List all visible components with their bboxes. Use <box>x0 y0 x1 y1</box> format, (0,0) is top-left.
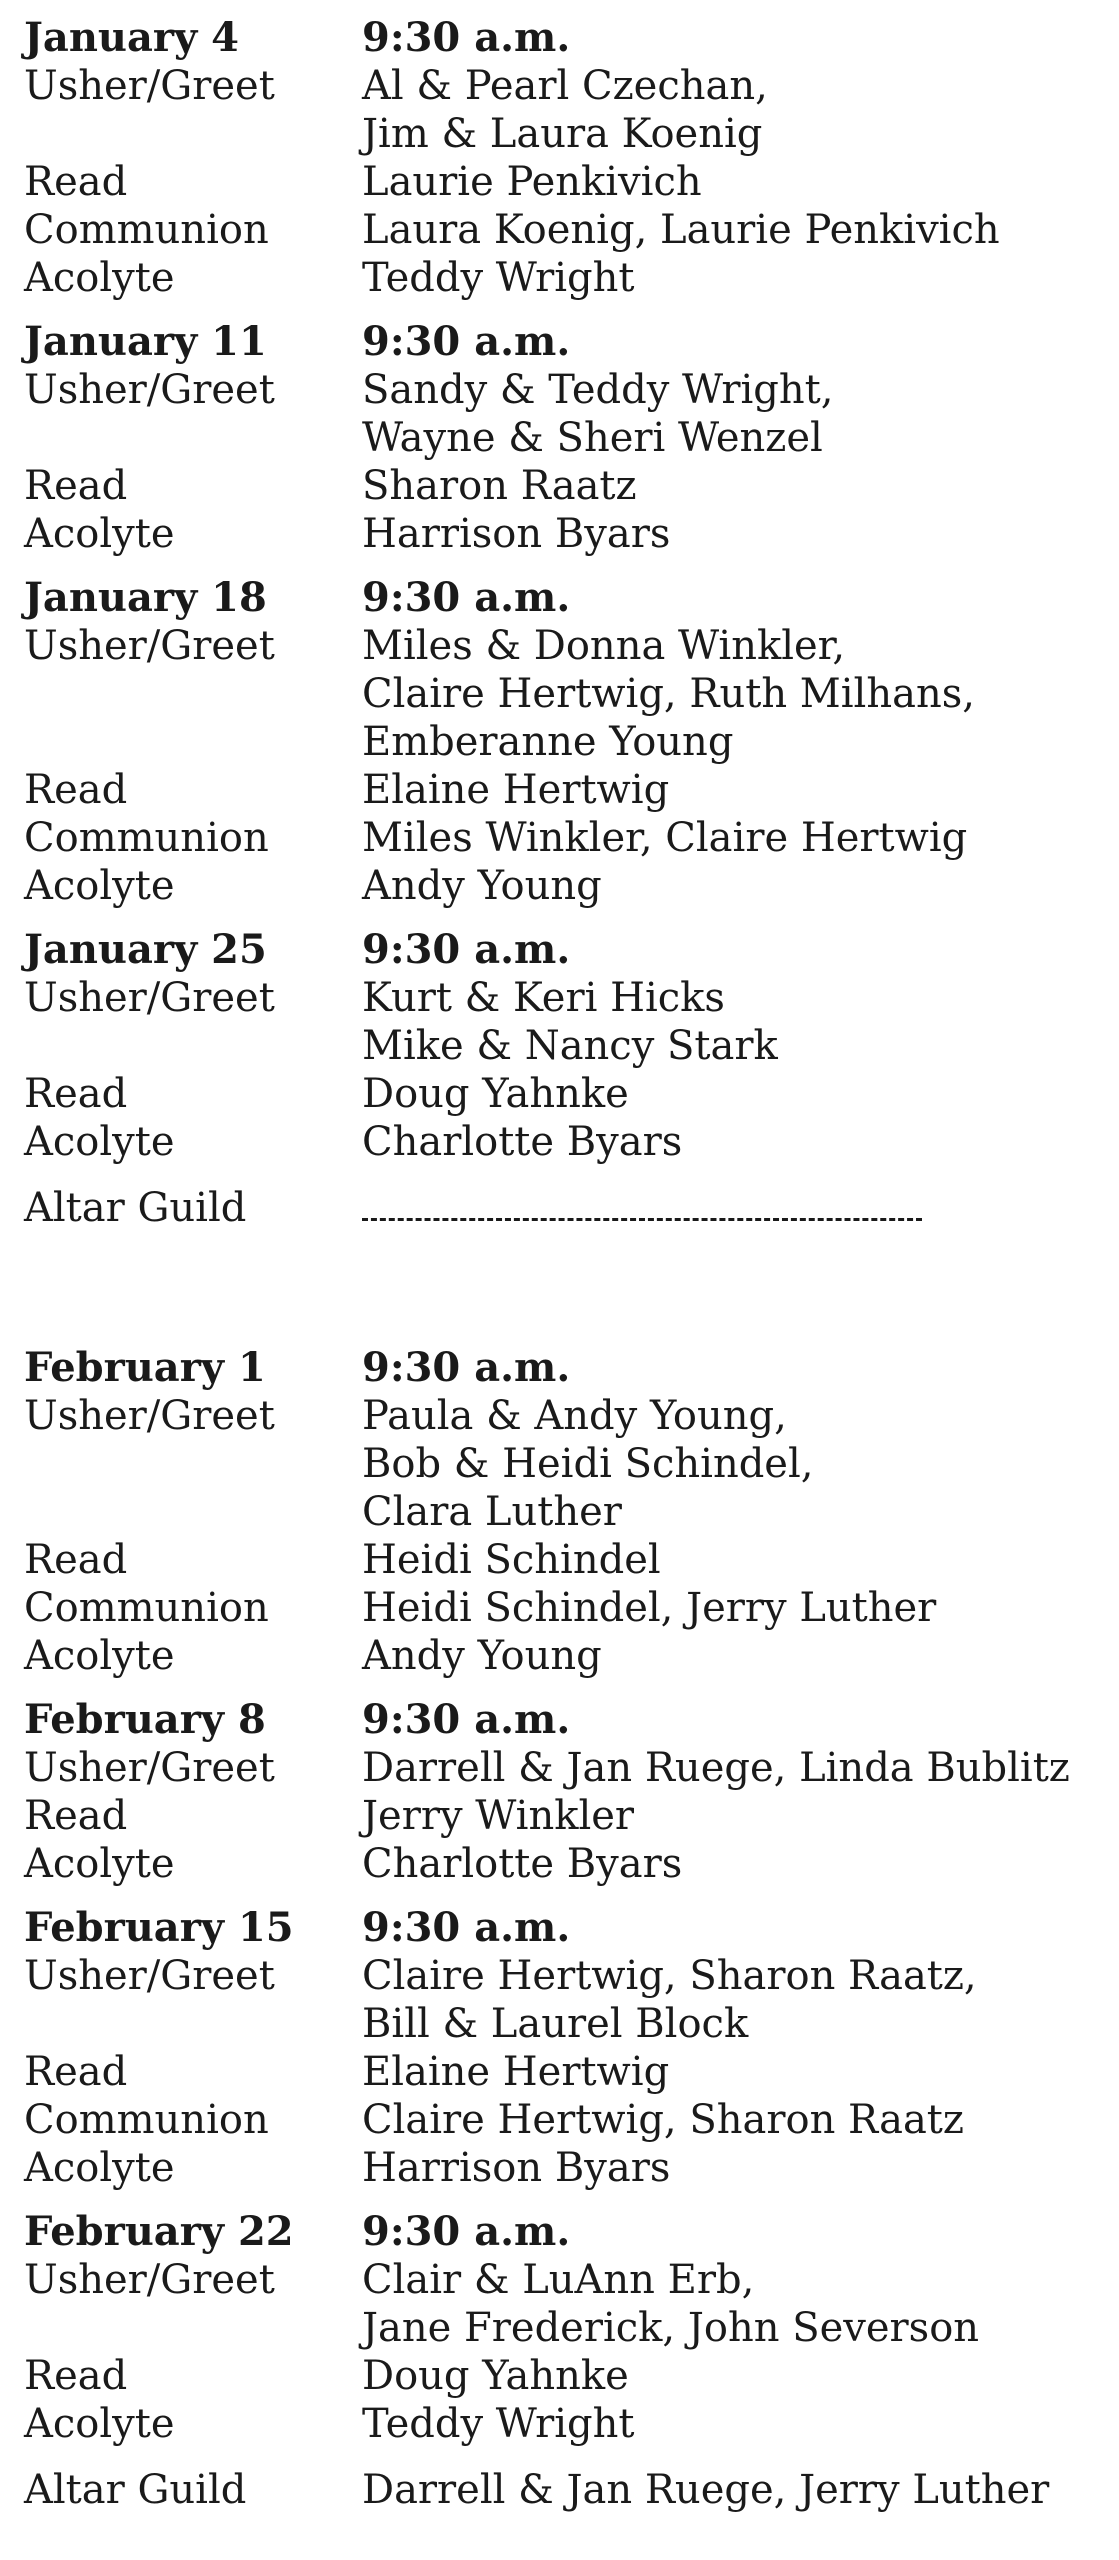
name-line: Charlotte Byars <box>362 1841 683 1887</box>
role-names <box>362 974 778 1070</box>
role-label: Read <box>24 159 128 205</box>
service-date: February 1 <box>24 1344 266 1391</box>
role-names <box>362 1632 602 1680</box>
role-row <box>24 622 1119 766</box>
role-names <box>362 1584 936 1632</box>
role-label: Read <box>24 463 128 509</box>
role-label: Read <box>24 1537 128 1583</box>
role-row <box>24 62 1119 158</box>
name-line: Heidi Schindel <box>362 1537 661 1583</box>
role-row <box>24 462 1119 510</box>
role-label: Acolyte <box>24 2401 175 2447</box>
role-row <box>24 2048 1119 2096</box>
role-label: Usher/Greet <box>24 63 275 109</box>
role-label: Usher/Greet <box>24 975 275 1021</box>
name-line: Jane Frederick, John Severson <box>362 2305 980 2351</box>
name-line: Claire Hertwig, Sharon Raatz, <box>362 1953 977 1999</box>
name-line: Doug Yahnke <box>362 1071 629 1117</box>
altar-guild-blank <box>362 1184 922 1232</box>
service-header <box>24 574 1119 622</box>
service-header <box>24 1696 1119 1744</box>
name-line: Teddy Wright <box>362 255 635 301</box>
name-line: Charlotte Byars <box>362 1119 683 1165</box>
role-names <box>362 1536 661 1584</box>
role-names <box>362 1840 682 1888</box>
role-row <box>24 1584 1119 1632</box>
role-label: Read <box>24 2049 128 2095</box>
role-row <box>24 1744 1119 1792</box>
blank-fill-line <box>362 1188 922 1221</box>
name-line: Andy Young <box>362 1633 602 1679</box>
service-date: January 25 <box>24 926 267 973</box>
role-label: Acolyte <box>24 863 175 909</box>
name-line: Sandy & Teddy Wright, <box>362 367 834 413</box>
service-time: 9:30 a.m. <box>362 926 571 973</box>
role-names <box>362 510 670 558</box>
role-label: Acolyte <box>24 1119 175 1165</box>
role-names <box>362 2144 670 2192</box>
service-block <box>24 318 1119 558</box>
service-header <box>24 14 1119 62</box>
name-line: Clair & LuAnn Erb, <box>362 2257 755 2303</box>
role-names <box>362 1744 1070 1792</box>
altar-guild-label: Altar Guild <box>24 2467 247 2513</box>
service-time: 9:30 a.m. <box>362 318 571 365</box>
role-row <box>24 862 1119 910</box>
role-row <box>24 974 1119 1070</box>
role-names <box>362 1070 629 1118</box>
name-line: Teddy Wright <box>362 2401 635 2447</box>
service-date: February 22 <box>24 2208 294 2255</box>
role-label: Acolyte <box>24 511 175 557</box>
role-row <box>24 1792 1119 1840</box>
service-date: February 8 <box>24 1696 266 1743</box>
role-row <box>24 1070 1119 1118</box>
service-block <box>24 1344 1119 1680</box>
service-time: 9:30 a.m. <box>362 574 571 621</box>
name-line: Sharon Raatz <box>362 463 637 509</box>
role-label: Communion <box>24 1585 269 1631</box>
role-names <box>362 1118 682 1166</box>
role-label: Read <box>24 767 128 813</box>
role-row <box>24 254 1119 302</box>
altar-guild-row <box>24 1184 1119 1232</box>
month-section-january <box>24 14 1119 1232</box>
altar-guild-names: Darrell & Jan Ruege, Jerry Luther <box>362 2467 1050 2513</box>
role-row <box>24 1392 1119 1536</box>
role-label: Acolyte <box>24 2145 175 2191</box>
name-line: Emberanne Young <box>362 719 734 765</box>
role-names <box>362 62 768 158</box>
service-block <box>24 574 1119 910</box>
name-line: Jim & Laura Koenig <box>362 111 763 157</box>
name-line: Laurie Penkivich <box>362 159 702 205</box>
role-row <box>24 2400 1119 2448</box>
service-header <box>24 1344 1119 1392</box>
role-label: Usher/Greet <box>24 2257 275 2303</box>
role-label: Usher/Greet <box>24 367 275 413</box>
name-line: Al & Pearl Czechan, <box>362 63 768 109</box>
role-label: Communion <box>24 2097 269 2143</box>
role-row <box>24 1952 1119 2048</box>
name-line: Elaine Hertwig <box>362 767 670 813</box>
service-date: January 18 <box>24 574 267 621</box>
role-label: Communion <box>24 207 269 253</box>
role-label: Usher/Greet <box>24 1745 275 1791</box>
name-line: Paula & Andy Young, <box>362 1393 787 1439</box>
role-row <box>24 2256 1119 2352</box>
service-header <box>24 926 1119 974</box>
role-row <box>24 158 1119 206</box>
role-label: Communion <box>24 815 269 861</box>
name-line: Harrison Byars <box>362 2145 671 2191</box>
name-line: Claire Hertwig, Ruth Milhans, <box>362 671 975 717</box>
role-names <box>362 254 634 302</box>
name-line: Miles Winkler, Claire Hertwig <box>362 815 968 861</box>
role-row <box>24 766 1119 814</box>
role-names <box>362 2400 634 2448</box>
role-label: Acolyte <box>24 1633 175 1679</box>
role-label: Usher/Greet <box>24 1953 275 1999</box>
role-names <box>362 2256 979 2352</box>
role-names <box>362 766 669 814</box>
role-label: Acolyte <box>24 1841 175 1887</box>
role-names <box>362 158 702 206</box>
altar-guild-label: Altar Guild <box>24 1185 247 1231</box>
service-block <box>24 14 1119 302</box>
name-line: Kurt & Keri Hicks <box>362 975 725 1021</box>
service-time: 9:30 a.m. <box>362 1344 571 1391</box>
name-line: Mike & Nancy Stark <box>362 1023 778 1069</box>
service-block <box>24 2208 1119 2448</box>
name-line: Harrison Byars <box>362 511 671 557</box>
service-date: February 15 <box>24 1904 294 1951</box>
role-row <box>24 1632 1119 1680</box>
role-row <box>24 2144 1119 2192</box>
role-names <box>362 2048 669 2096</box>
role-names <box>362 622 975 766</box>
service-block <box>24 1696 1119 1888</box>
role-label: Read <box>24 2353 128 2399</box>
service-block <box>24 926 1119 1166</box>
role-names <box>362 462 637 510</box>
name-line: Claire Hertwig, Sharon Raatz <box>362 2097 964 2143</box>
role-names <box>362 814 967 862</box>
name-line: Heidi Schindel, Jerry Luther <box>362 1585 937 1631</box>
role-names <box>362 862 602 910</box>
name-line: Bill & Laurel Block <box>362 2001 749 2047</box>
service-time: 9:30 a.m. <box>362 1904 571 1951</box>
name-line: Doug Yahnke <box>362 2353 629 2399</box>
role-names <box>362 1392 813 1536</box>
name-line: Elaine Hertwig <box>362 2049 670 2095</box>
role-row <box>24 366 1119 462</box>
service-header <box>24 2208 1119 2256</box>
role-names <box>362 366 833 462</box>
role-label: Usher/Greet <box>24 623 275 669</box>
role-label: Read <box>24 1793 128 1839</box>
name-line: Jerry Winkler <box>362 1793 635 1839</box>
role-row <box>24 814 1119 862</box>
role-row <box>24 2096 1119 2144</box>
role-row <box>24 1118 1119 1166</box>
service-time: 9:30 a.m. <box>362 14 571 61</box>
month-section-february <box>24 1344 1119 2514</box>
altar-guild-row <box>24 2466 1119 2514</box>
role-label: Read <box>24 1071 128 1117</box>
service-date: January 4 <box>24 14 239 61</box>
role-row <box>24 206 1119 254</box>
role-names <box>362 206 1000 254</box>
role-row <box>24 2352 1119 2400</box>
service-block <box>24 1904 1119 2192</box>
service-time: 9:30 a.m. <box>362 1696 571 1743</box>
name-line: Miles & Donna Winkler, <box>362 623 846 669</box>
role-names <box>362 2352 629 2400</box>
service-header <box>24 318 1119 366</box>
name-line: Darrell & Jan Ruege, Linda Bublitz <box>362 1745 1070 1791</box>
role-row <box>24 1536 1119 1584</box>
role-row <box>24 1840 1119 1888</box>
role-names <box>362 1952 977 2048</box>
name-line: Laura Koenig, Laurie Penkivich <box>362 207 1000 253</box>
role-label: Acolyte <box>24 255 175 301</box>
name-line: Wayne & Sheri Wenzel <box>362 415 823 461</box>
service-header <box>24 1904 1119 1952</box>
service-time: 9:30 a.m. <box>362 2208 571 2255</box>
name-line: Bob & Heidi Schindel, <box>362 1441 814 1487</box>
service-date: January 11 <box>24 318 267 365</box>
role-names <box>362 1792 634 1840</box>
name-line: Andy Young <box>362 863 602 909</box>
role-row <box>24 510 1119 558</box>
role-names <box>362 2096 964 2144</box>
name-line: Clara Luther <box>362 1489 622 1535</box>
role-label: Usher/Greet <box>24 1393 275 1439</box>
